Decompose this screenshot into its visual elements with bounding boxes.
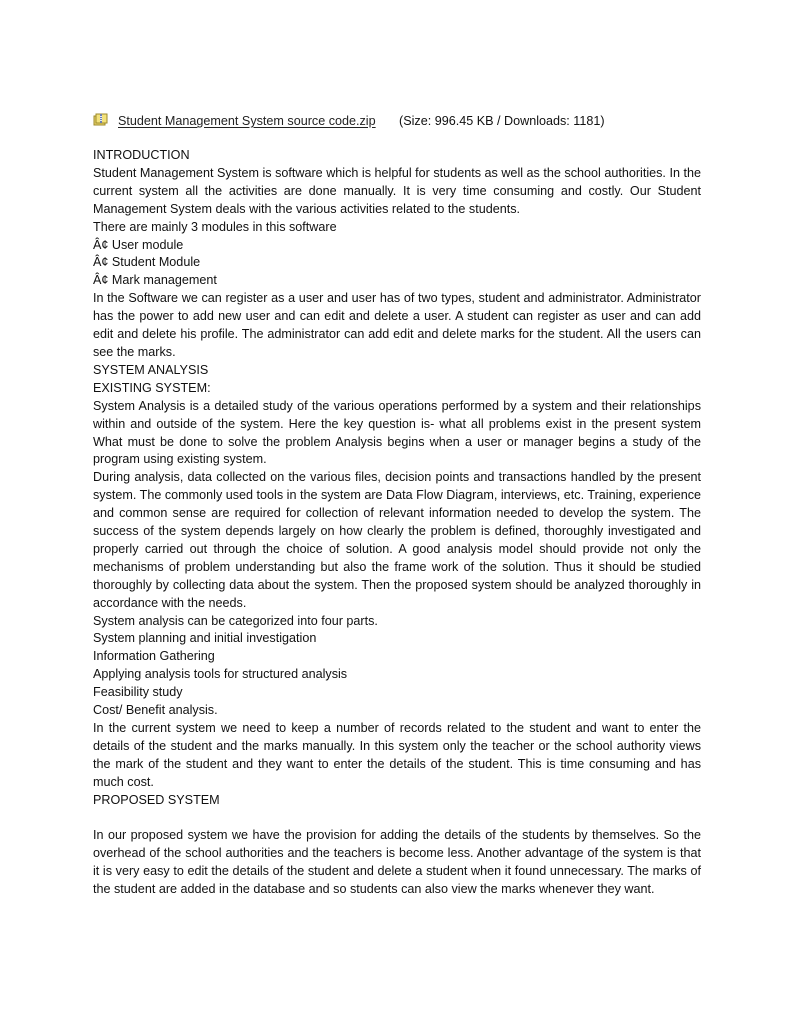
intro-paragraph: Student Management System is software which is helpful for students as well as the school authorities. In the current system all the activities are done manually. It is very time consuming and costly. Our Student Management System deals with the various activities related to the students.	[93, 165, 701, 216]
analysis-part-feasibility: Feasibility study	[93, 685, 183, 700]
software-description-paragraph: In the Software we can register as a user and user has of two types, student and administrator. Administrator has the power to add new user and can edit and delete a user. A student can register as user and can add edit and delete his profile. The administrator can add edit and delete marks for the student. All the users can see the marks.	[93, 291, 701, 359]
module-item-mark: Â¢ Mark management	[93, 273, 217, 288]
analysis-parts-line: System analysis can be categorized into four parts.	[93, 613, 378, 628]
heading-proposed-system: PROPOSED SYSTEM	[93, 792, 220, 807]
blank-line	[93, 810, 701, 828]
attachment-row	[93, 112, 701, 130]
heading-existing-system: EXISTING SYSTEM:	[93, 380, 211, 395]
document-body	[93, 147, 701, 899]
attachment-size-downloads: (Size: 996.45 KB / Downloads: 1181)	[399, 114, 605, 128]
analysis-part-gathering: Information Gathering	[93, 649, 215, 664]
modules-intro-line: There are mainly 3 modules in this software	[93, 219, 337, 234]
zip-file-icon	[93, 112, 109, 128]
attachment-download-link[interactable]: Student Management System source code.zip	[118, 114, 376, 128]
module-item-user: Â¢ User module	[93, 237, 184, 252]
proposed-system-paragraph: In our proposed system we have the provision for adding the details of the students by themselves. So the overhead of the school authorities and the teachers is become less. Another advantage of the system is that it is very easy to edit the details of the student and delete a student when it found unnecessary. The marks of the student are added in the database and so students can also view the marks whenever they want.	[93, 828, 701, 897]
analysis-part-tools: Applying analysis tools for structured analysis	[93, 667, 348, 682]
heading-introduction: INTRODUCTION	[93, 148, 190, 162]
analysis-details-paragraph: During analysis, data collected on the various files, decision points and transactions handled by the present system. The commonly used tools in the system are Data Flow Diagram, interviews, etc. Training, experience and common sense are required for collection of relevant information needed to develop the system. The success of the system depends largely on how clearly the problem is defined, thoroughly investigated and properly carried out through the choice of solution. A good analysis model should provide not only the mechanisms of problem understanding but also the frame work of the solution. Thus it should be studied thoroughly by collecting data about the system. Then the proposed system should be analyzed thoroughly in accordance with the needs.	[93, 470, 702, 610]
current-system-paragraph: In the current system we need to keep a number of records related to the student and want to enter the details of the student and the marks manually. In this system only the teacher or the school authority views the mark of the student and they want to enter the details of the student. This is time consuming and has much cost.	[93, 721, 701, 789]
heading-system-analysis: SYSTEM ANALYSIS	[93, 362, 209, 377]
module-item-student: Â¢ Student Module	[93, 255, 201, 270]
analysis-part-planning: System planning and initial investigation	[93, 631, 317, 646]
document-page	[93, 112, 701, 899]
system-analysis-paragraph: System Analysis is a detailed study of the various operations performed by a system and their relationships within and outside of the system. Here the key question is- what all problems exist in the present system What must be done to solve the problem Analysis begins when a user or manager begins a study of the program using existing system.	[93, 398, 701, 467]
analysis-part-cost-benefit: Cost/ Benefit analysis.	[93, 703, 218, 718]
